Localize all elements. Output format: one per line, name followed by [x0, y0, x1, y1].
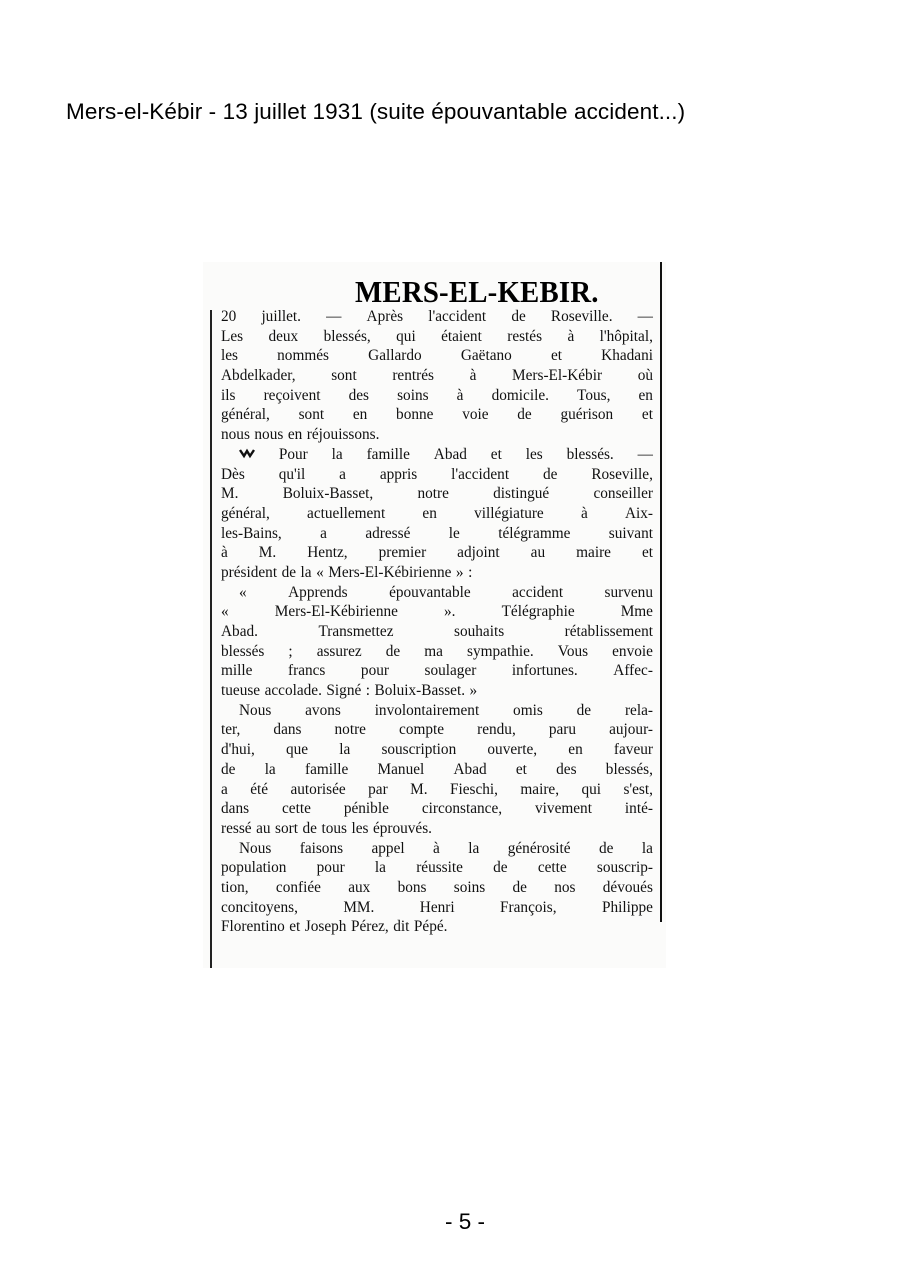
- article-line: a été autorisée par M. Fieschi, maire, qui s'est,: [221, 780, 653, 798]
- article-line: « Apprends épouvantable accident survenu: [239, 583, 653, 601]
- article-line: 20 juillet. — Après l'accident de Roseville. —: [221, 308, 653, 325]
- article-line: Nous avons involontairement omis de rela-: [239, 701, 653, 719]
- article-line: Abdelkader, sont rentrés à Mers-El-Kébir où: [221, 367, 653, 385]
- column-rule-left: [210, 310, 212, 968]
- article-line: « Mers-El-Kébirienne ». Télégraphie Mme: [221, 603, 653, 621]
- article-line: Florentino et Joseph Pérez, dit Pépé.: [221, 918, 448, 936]
- page-title: Mers-el-Kébir - 13 juillet 1931 (suite épouvantable accident...): [66, 99, 686, 124]
- article-line: de la famille Manuel Abad et des blessés,: [221, 760, 653, 778]
- article-line: dans cette pénible circonstance, vivement inté-: [221, 800, 653, 818]
- small-bird-ornament-icon: [239, 445, 255, 465]
- article-line: nous nous en réjouissons.: [221, 426, 380, 444]
- article-line: Pour la famille Abad et les blessés. —: [221, 445, 653, 465]
- column-rule-right: [660, 262, 662, 922]
- article-line: mille francs pour soulager infortunes. Affec-: [221, 662, 653, 680]
- article-line: Abad. Transmettez souhaits rétablissement: [221, 623, 653, 640]
- article-line: général, sont en bonne voie de guérison et: [221, 406, 653, 424]
- article-line: blessés ; assurez de ma sympathie. Vous envoie: [221, 642, 653, 660]
- clipping-headline: MERS-EL-KEBIR.: [355, 274, 599, 309]
- article-line: tueuse accolade. Signé : Boluix-Basset. »: [221, 682, 478, 700]
- page-number: - 5 -: [444, 1209, 485, 1234]
- article-line: population pour la réussite de cette souscrip-: [221, 859, 653, 877]
- article-line: Dès qu'il a appris l'accident de Roseville,: [221, 465, 653, 483]
- article-line: Nous faisons appel à la générosité de la: [239, 839, 653, 857]
- article-line: Les deux blessés, qui étaient restés à l'hôpital,: [221, 327, 653, 345]
- article-body: [221, 307, 653, 937]
- article-line: d'hui, que la souscription ouverte, en faveur: [221, 741, 653, 759]
- article-line: concitoyens, MM. Henri François, Philippe: [221, 898, 653, 916]
- article-line: les-Bains, a adressé le télégramme suivant: [221, 524, 653, 542]
- article-line: à M. Hentz, premier adjoint au maire et: [221, 544, 653, 562]
- article-line: les nommés Gallardo Gaëtano et Khadani: [221, 347, 653, 365]
- article-line: ils reçoivent des soins à domicile. Tous, en: [221, 386, 653, 404]
- article-line: président de la « Mers-El-Kébirienne » :: [221, 563, 473, 581]
- article-line: ressé au sort de tous les éprouvés.: [221, 819, 432, 837]
- newspaper-clipping: [203, 262, 666, 968]
- article-line: ter, dans notre compte rendu, paru aujour-: [221, 721, 653, 739]
- article-line: tion, confiée aux bons soins de nos dévoués: [221, 878, 653, 896]
- article-line: M. Boluix-Basset, notre distingué conseiller: [221, 485, 653, 503]
- article-line: général, actuellement en villégiature à Aix-: [221, 504, 653, 522]
